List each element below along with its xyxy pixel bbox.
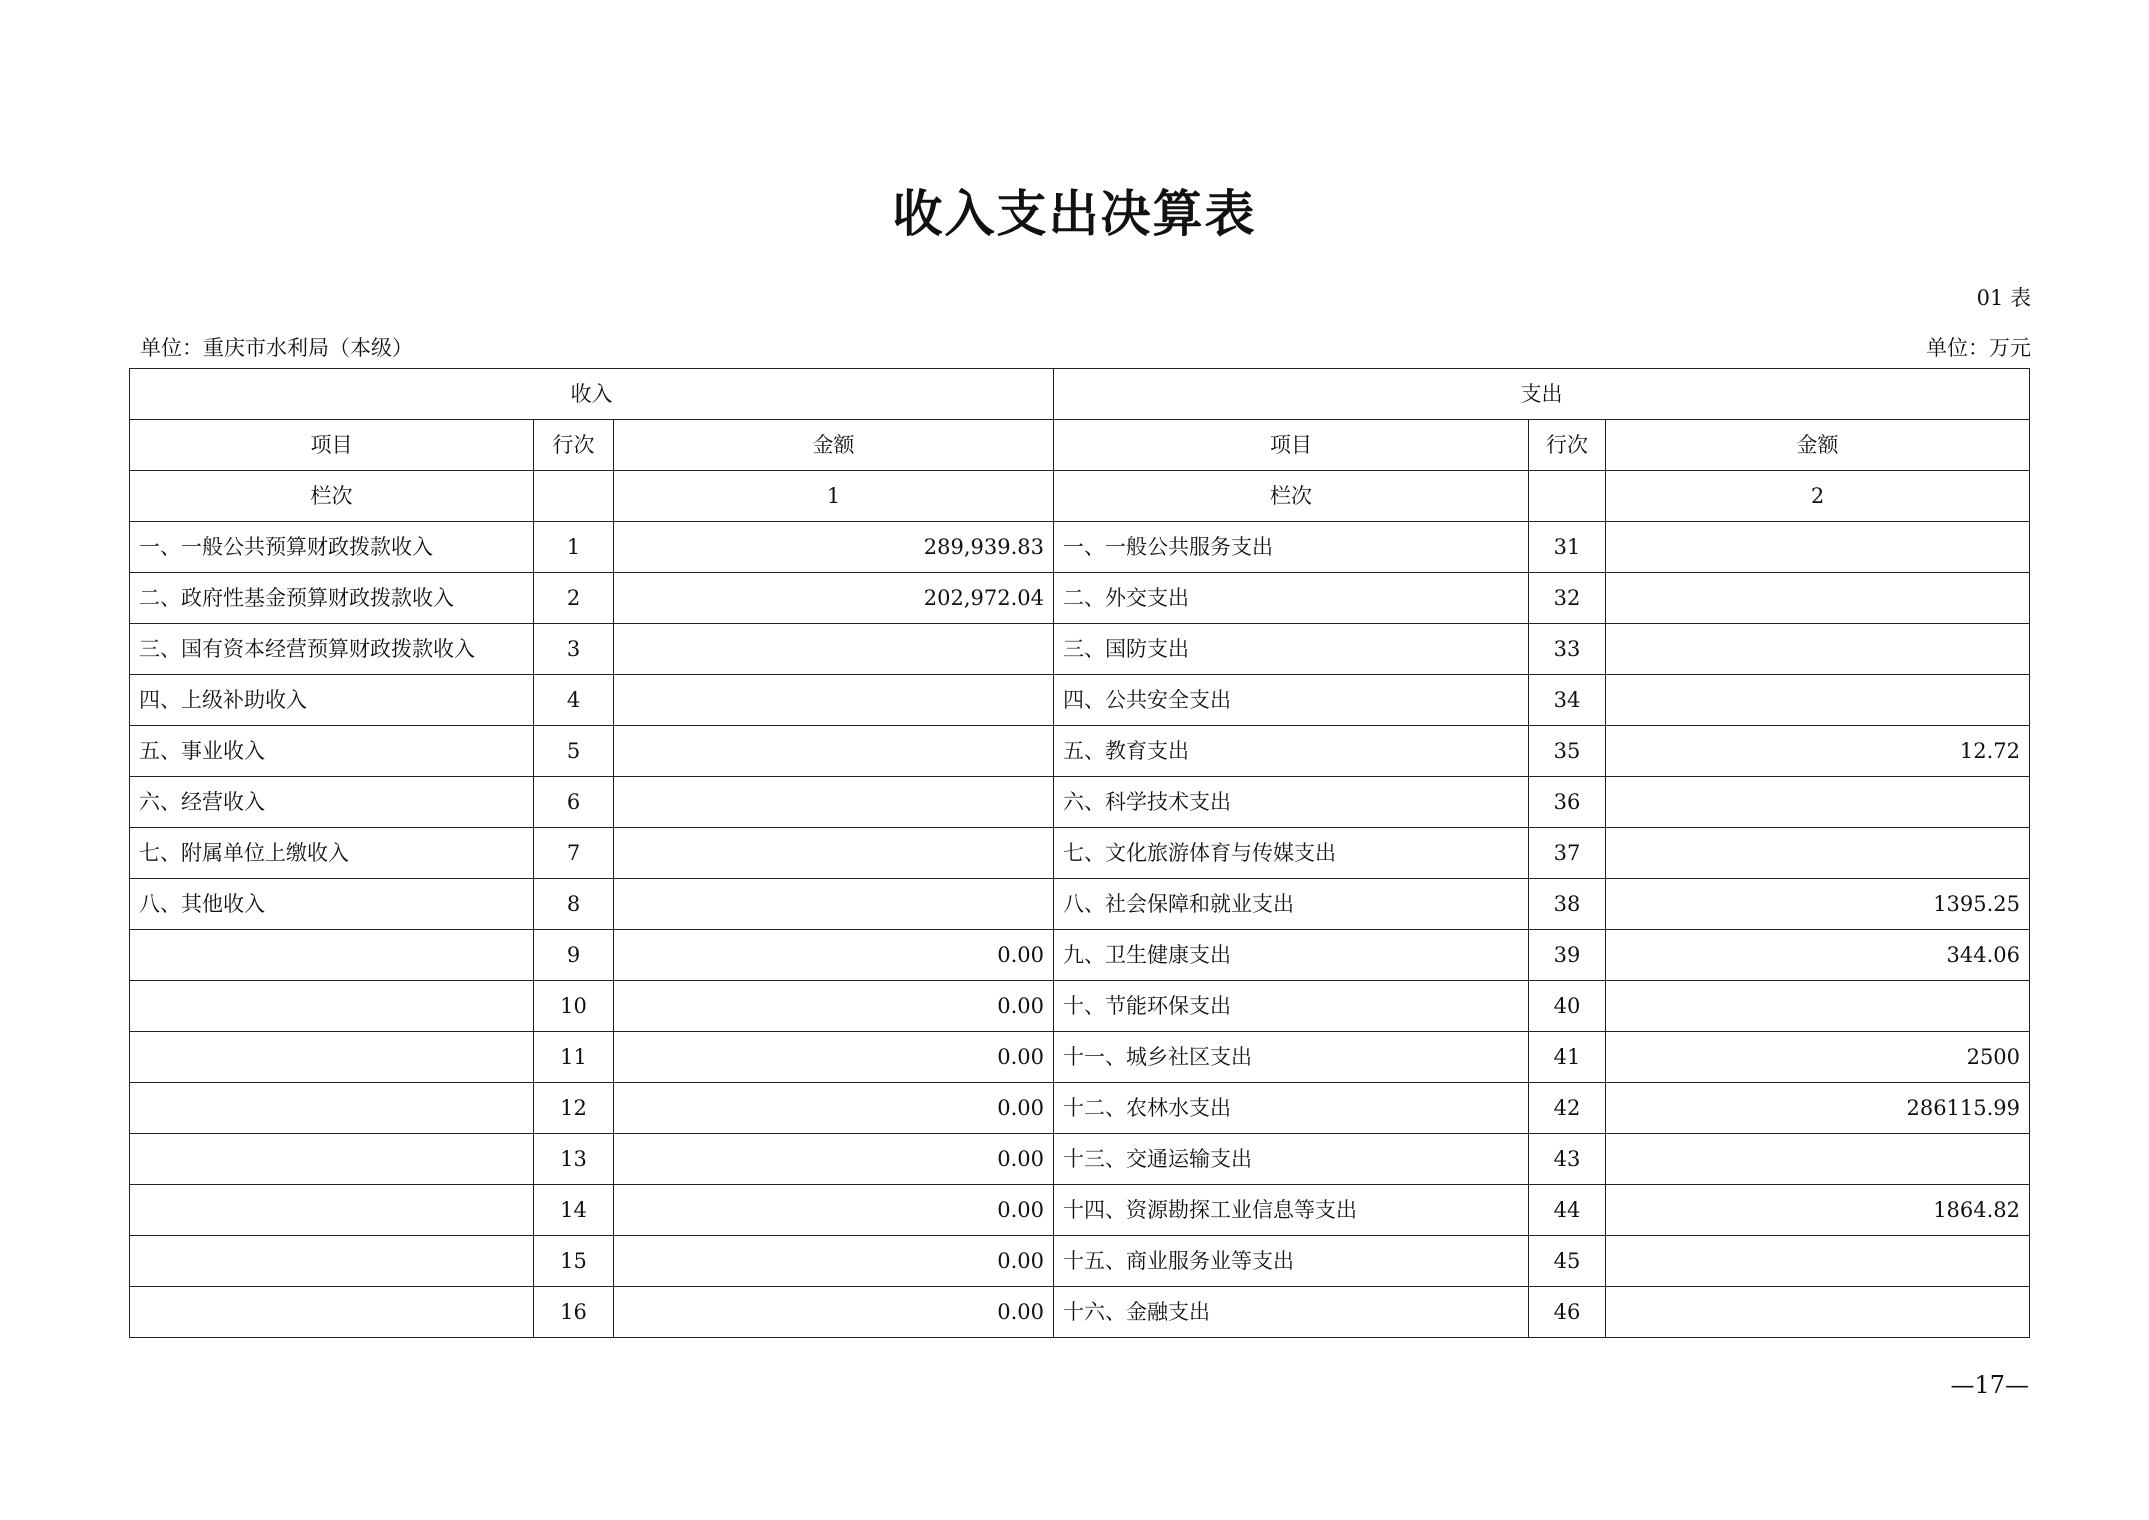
expense-item-cell: 四、公共安全支出 [1054,675,1529,726]
income-index-label: 栏次 [130,471,534,522]
expense-index-blank [1529,471,1606,522]
income-item-cell [130,1236,534,1287]
income-item-cell [130,1032,534,1083]
table-row [130,1287,2030,1338]
expense-amount-cell [1606,1134,2030,1185]
section-header-row [130,369,2030,420]
expense-item-cell: 十三、交通运输支出 [1054,1134,1529,1185]
expense-row-no-cell: 33 [1529,624,1606,675]
expense-item-cell: 五、教育支出 [1054,726,1529,777]
income-item-cell: 八、其他收入 [130,879,534,930]
income-row-no-cell: 6 [534,777,614,828]
table-row [130,777,2030,828]
income-row-no-cell: 8 [534,879,614,930]
table-row [130,1185,2030,1236]
table-row [130,879,2030,930]
income-item-cell: 四、上级补助收入 [130,675,534,726]
income-item-cell: 一、一般公共预算财政拨款收入 [130,522,534,573]
income-amount-cell [614,675,1054,726]
income-row-no-cell: 1 [534,522,614,573]
income-row-no-cell: 10 [534,981,614,1032]
income-index-number: 1 [614,471,1054,522]
page-title: 收入支出决算表 [892,185,1257,243]
expense-amount-cell [1606,522,2030,573]
expense-row-no-cell: 40 [1529,981,1606,1032]
expense-index-label: 栏次 [1054,471,1529,522]
expense-amount-cell [1606,624,2030,675]
expense-item-cell: 八、社会保障和就业支出 [1054,879,1529,930]
reporting-unit: 单位：重庆市水利局（本级） [140,336,413,360]
income-amount-cell [614,777,1054,828]
income-row-no-cell: 11 [534,1032,614,1083]
income-item-header: 项目 [130,420,534,471]
expense-row-no-cell: 37 [1529,828,1606,879]
income-row-no-cell: 15 [534,1236,614,1287]
income-amount-cell: 289,939.83 [614,522,1054,573]
income-row-no-cell: 5 [534,726,614,777]
expense-row-no-cell: 31 [1529,522,1606,573]
income-amount-cell: 0.00 [614,1083,1054,1134]
expense-row-no-cell: 41 [1529,1032,1606,1083]
expense-row-no-cell: 39 [1529,930,1606,981]
income-row-no-cell: 12 [534,1083,614,1134]
expense-row-no-cell: 44 [1529,1185,1606,1236]
expense-amount-cell: 344.06 [1606,930,2030,981]
expense-item-cell: 一、一般公共服务支出 [1054,522,1529,573]
table-row [130,828,2030,879]
income-item-cell: 七、附属单位上缴收入 [130,828,534,879]
expense-item-cell: 十、节能环保支出 [1054,981,1529,1032]
table-row [130,675,2030,726]
expense-amount-cell: 12.72 [1606,726,2030,777]
expense-item-cell: 十四、资源勘探工业信息等支出 [1054,1185,1529,1236]
expense-amount-cell [1606,1236,2030,1287]
expense-row-no-cell: 43 [1529,1134,1606,1185]
expense-row-no-cell: 35 [1529,726,1606,777]
income-item-cell [130,1083,534,1134]
expense-item-cell: 九、卫生健康支出 [1054,930,1529,981]
expense-row-no-cell: 38 [1529,879,1606,930]
expense-amount-cell [1606,828,2030,879]
income-amount-cell: 0.00 [614,1236,1054,1287]
expense-amount-cell [1606,675,2030,726]
table-row [130,624,2030,675]
expense-amount-cell: 1395.25 [1606,879,2030,930]
income-item-cell: 三、国有资本经营预算财政拨款收入 [130,624,534,675]
table-row [130,726,2030,777]
income-amount-cell: 0.00 [614,1032,1054,1083]
income-amount-cell: 0.00 [614,1287,1054,1338]
income-amount-cell: 0.00 [614,1185,1054,1236]
table-row [130,1236,2030,1287]
income-item-cell: 六、经营收入 [130,777,534,828]
income-section-header: 收入 [130,369,1054,420]
expense-item-cell: 十二、农林水支出 [1054,1083,1529,1134]
expense-amount-cell: 2500 [1606,1032,2030,1083]
expense-item-header: 项目 [1054,420,1529,471]
expense-item-cell: 十六、金融支出 [1054,1287,1529,1338]
expense-row-no-header: 行次 [1529,420,1606,471]
income-row-no-cell: 16 [534,1287,614,1338]
expense-amount-cell [1606,1287,2030,1338]
income-item-cell [130,981,534,1032]
table-row [130,522,2030,573]
expense-amount-cell [1606,981,2030,1032]
expense-item-cell: 十五、商业服务业等支出 [1054,1236,1529,1287]
income-row-no-cell: 13 [534,1134,614,1185]
table-row [130,1032,2030,1083]
expense-row-no-cell: 45 [1529,1236,1606,1287]
income-row-no-cell: 4 [534,675,614,726]
expense-item-cell: 七、文化旅游体育与传媒支出 [1054,828,1529,879]
expense-row-no-cell: 32 [1529,573,1606,624]
income-row-no-cell: 7 [534,828,614,879]
expense-index-number: 2 [1606,471,2030,522]
income-index-blank [534,471,614,522]
income-row-no-cell: 14 [534,1185,614,1236]
table-row [130,981,2030,1032]
income-amount-cell [614,726,1054,777]
income-amount-cell: 0.00 [614,1134,1054,1185]
column-header-row [130,420,2030,471]
income-amount-cell [614,879,1054,930]
income-row-no-cell: 3 [534,624,614,675]
form-number: 01 表 [1976,286,2031,310]
expense-amount-cell [1606,573,2030,624]
currency-unit: 单位：万元 [1926,336,2031,360]
income-amount-cell: 0.00 [614,930,1054,981]
page-number: —17— [1950,1371,2029,1399]
income-item-cell: 五、事业收入 [130,726,534,777]
expense-item-cell: 六、科学技术支出 [1054,777,1529,828]
expense-amount-cell [1606,777,2030,828]
income-amount-cell [614,828,1054,879]
income-item-cell [130,930,534,981]
table-row [130,573,2030,624]
expense-row-no-cell: 34 [1529,675,1606,726]
income-amount-cell: 202,972.04 [614,573,1054,624]
expense-section-header: 支出 [1054,369,2030,420]
income-item-cell [130,1185,534,1236]
expense-row-no-cell: 46 [1529,1287,1606,1338]
expense-item-cell: 十一、城乡社区支出 [1054,1032,1529,1083]
income-row-no-cell: 2 [534,573,614,624]
expense-row-no-cell: 42 [1529,1083,1606,1134]
income-amount-cell [614,624,1054,675]
expense-amount-cell: 1864.82 [1606,1185,2030,1236]
income-expense-table [129,368,2030,1338]
income-item-cell [130,1134,534,1185]
income-item-cell: 二、政府性基金预算财政拨款收入 [130,573,534,624]
income-amount-header: 金额 [614,420,1054,471]
table-row [130,1134,2030,1185]
income-row-no-cell: 9 [534,930,614,981]
income-row-no-header: 行次 [534,420,614,471]
expense-item-cell: 二、外交支出 [1054,573,1529,624]
column-index-row [130,471,2030,522]
expense-row-no-cell: 36 [1529,777,1606,828]
expense-amount-cell: 286115.99 [1606,1083,2030,1134]
expense-amount-header: 金额 [1606,420,2030,471]
table-row [130,930,2030,981]
expense-item-cell: 三、国防支出 [1054,624,1529,675]
income-item-cell [130,1287,534,1338]
table-row [130,1083,2030,1134]
income-amount-cell: 0.00 [614,981,1054,1032]
